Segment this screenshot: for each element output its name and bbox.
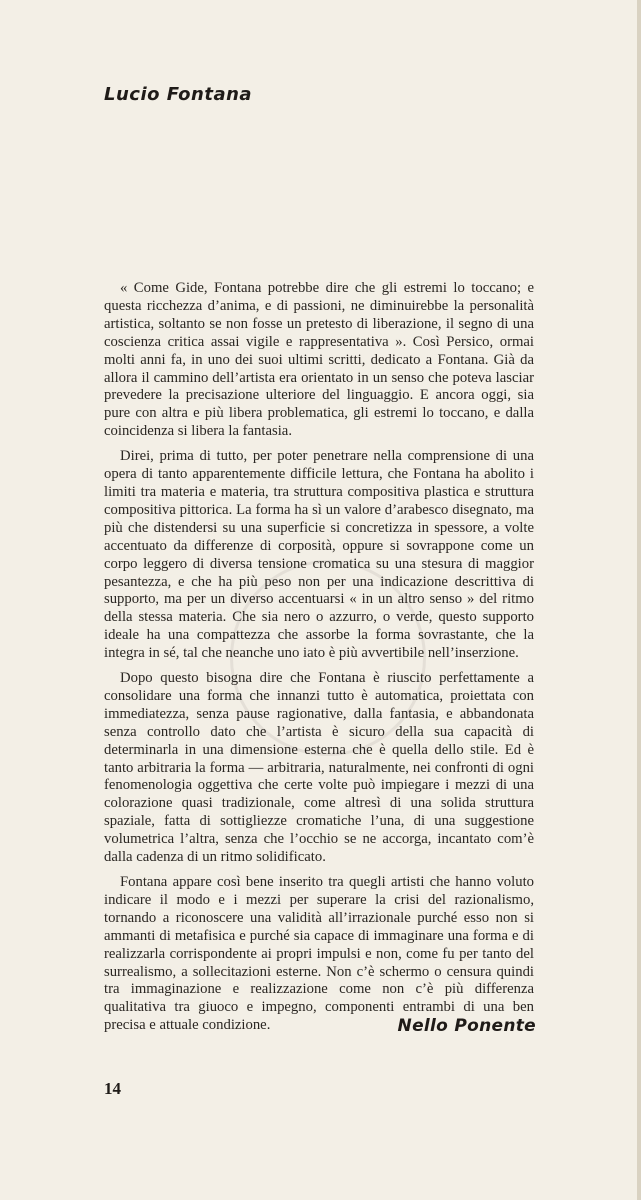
article-body <box>104 280 534 1042</box>
paragraph-4: Fontana appare così bene inserito tra quegli artisti che hanno voluto indicare il modo e i mezzi per superare la crisi del razionalismo, tornando a riconoscere una validità all’irrazionale purché esso non si ammanti di metafisica e purché sia capace di immaginare una forma e di realizzarla corrispondente ai propri impulsi e non, come fu per tanto del surrealismo, a sollecitazioni esterne. Non c’è schermo o censura quindi tra immaginazione e realizzazione come non c’è più differenza qualitativa tra giuoco e impegno, componenti entrambi di una ben precisa e attuale condizione. <box>104 874 534 1034</box>
paragraph-2: Direi, prima di tutto, per poter penetrare nella comprensione di una opera di tanto apparentemente difficile lettura, che Fontana ha abolito i limiti tra materia e materia, tra struttura compositiva plastica e struttura compositiva pittorica. La forma ha sì un valore d’arabesco disegnato, ma più che distendersi su una superficie si concretizza in spessore, a volte accentuato da differenze di corposità, oppure si sovrappone come un corpo leggero di diversa tensione cromatica su una stesura di maggior pesantezza, e che ha più peso non per una indicazione descrittiva di supporto, ma per un diverso accentuarsi « in un altro senso » del ritmo della stessa materia. Che sia nero o azzurro, o verde, questo supporto ideale ha una compattezza che assorbe la forma sovrastante, che la integra in sé, tal che neanche uno iato è più avvertibile nell’inserzione. <box>104 448 534 662</box>
paragraph-1: « Come Gide, Fontana potrebbe dire che gli estremi lo toccano; e questa ricchezza d’anima, e di passioni, ne diminuirebbe la personalità artistica, soltanto se non fosse un pretesto di liberazione, il segno di una coscienza critica assai vigile e rappresentativa ». Così Persico, ormai molti anni fa, in uno dei suoi ultimi scritti, dedicato a Fontana. Già da allora il cammino dell’artista era orientato in un senso che poteva lasciar prevedere la precisazione ulteriore del linguaggio. E ancora oggi, sia pure con altra e più libera problematica, gli estremi lo toccano, e dalla coincidenza si libera la fantasia. <box>104 280 534 440</box>
paragraph-3: Dopo questo bisogna dire che Fontana è riuscito perfettamente a consolidare una forma che innanzi tutto è automatica, proiettata con immediatezza, senza pause ragionative, dalla fantasia, e abbandonata senza controllo dato che l’artista è sicuro della sua capacità di determinarla in una dimensione esterna che è quella dello stile. Ed è tanto arbitraria la forma — arbitraria, naturalmente, nei confronti di ogni fenomenologia oggettiva che certe volte può impiegare i mezzi di una colorazione quasi tradizionale, come altresì di una solida struttura spaziale, fatta di sottigliezze cromatiche l’una, di una suggestione volumetrica l’altra, senza che l’occhio se ne accorga, incantato com’è dalla cadenza di un ritmo solidificato. <box>104 670 534 866</box>
author-signature: Nello Ponente <box>397 1016 536 1036</box>
page-edge <box>637 0 641 1200</box>
article-title: Lucio Fontana <box>104 84 253 105</box>
page-number: 14 <box>104 1079 121 1098</box>
